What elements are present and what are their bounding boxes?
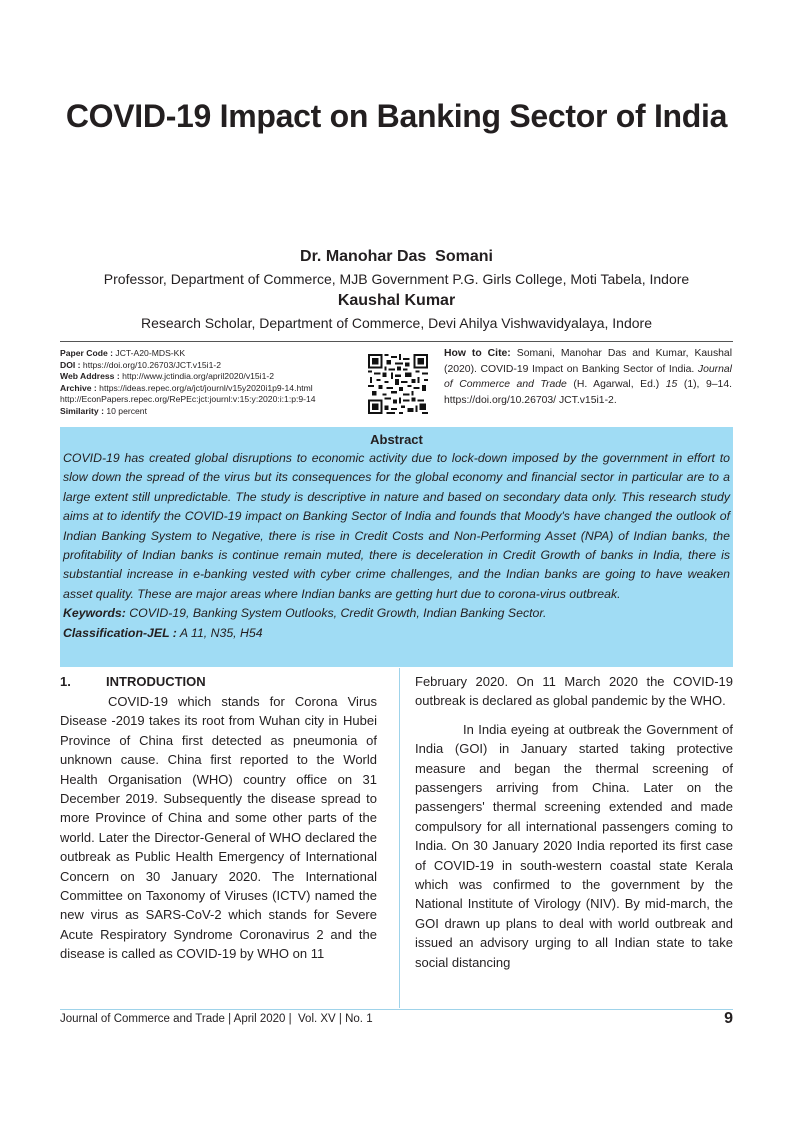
section-number: 1.	[60, 674, 71, 689]
author-1-affiliation: Professor, Department of Commerce, MJB Government P.G. Girls College, Moti Tabela, Indore	[103, 271, 690, 287]
section-heading	[60, 672, 377, 692]
abstract-box	[60, 427, 733, 667]
page-number: 9	[724, 1010, 733, 1027]
intro-paragraph-2: In India eyeing at outbreak the Government of India (GOI) in January started taking protective measure and began the thermal screening of passengers arriving from China. Later on the passengers' thermal screening extended and made compulsory for all international passengers coming to India. On 30 January 2020 India reported its first case of COVID-19 in south-western coastal state Kerala which was confirmed to the government by the National Institute of Virology (NIV). By mid-march, the GOI drawn up plans to deal with world outbreak and issued an advisory urging to all Indian state to take social distancing	[415, 721, 733, 970]
paper-code: JCT-A20-MDS-KK	[115, 348, 186, 358]
section-title: INTRODUCTION	[106, 674, 206, 689]
web-label: Web Address :	[60, 371, 120, 381]
column-divider	[399, 668, 400, 1008]
web-link[interactable]: http://www.jctindia.org/april2020/v15i1-2	[122, 371, 274, 381]
footer-rule	[60, 1009, 733, 1010]
keywords-line	[63, 604, 730, 624]
page-title: COVID-19 Impact on Banking Sector of India	[65, 98, 728, 134]
archive-line	[60, 383, 360, 395]
jel-label: Classification-JEL :	[63, 625, 177, 640]
qr-code-icon	[368, 354, 428, 414]
keywords: COVID-19, Banking System Outlooks, Credit Growth, Indian Banking Sector.	[129, 606, 547, 621]
web-line	[60, 371, 360, 383]
paper-metadata	[60, 348, 360, 417]
authors-block	[0, 246, 793, 334]
similarity-line	[60, 406, 360, 418]
how-to-cite	[444, 346, 732, 408]
keywords-label: Keywords:	[63, 606, 126, 621]
abstract-text: COVID-19 has created global disruptions to economic activity due to lock-down imposed by the government in effort to slow down the spread of the virus but its consequences for the global economy and financial sector in particular are to a large extent still unpredictable. The study is descriptive in nature and based on secondary data only. This research study aims at to identify the COVID-19 impact on Banking Sector of India and founds that Moody's have changed the outlook of Indian Banking System to Negative, there is rise in Credit Costs and Non-Performing Asset (NPA) of Indian banks, the profitability of Indian banks is continue remain muted, there is deceleration in Credit Growth of banks in India, there is substantial increase in e-banking vested with cyber crime challenges, and the Indian banks are going to have weaken asset quality. These are major areas where Indian banks are getting hurt due to corona-virus outbreak.	[63, 451, 730, 601]
cite-volume: 15	[665, 379, 678, 391]
econpapers-link[interactable]: http://EconPapers.repec.org/RePEc:jct:journl:v:15:y:2020:i:1:p:9-14	[60, 394, 316, 404]
abstract-heading: Abstract	[370, 432, 423, 447]
similarity-value: 10 percent	[106, 405, 147, 416]
cite-label: How to Cite:	[444, 348, 511, 359]
jel-line	[63, 624, 730, 644]
footer-journal-info: Journal of Commerce and Trade | April 2020 | Vol. XV | No. 1	[60, 1013, 373, 1025]
cite-pages-doi: (1), 9–14. https://doi.org/10.26703/ JCT.v15i1-2.	[444, 379, 732, 406]
cite-authors: Somani, Manohar Das and Kumar, Kaushal (2020). COVID-19 Impact on Banking Sector of India.	[444, 348, 733, 375]
intro-paragraph-1: COVID-19 which stands for Corona Virus Disease -2019 takes its root from Wuhan city in Hubei Province of China first detected as pneumonia of unknown cause. China first reported to the World Health Organisation (WHO) country office on 31 December 2019. Subsequently the disease spread to more Province of China and some other parts of the world. Later the Director-General of WHO declared the outbreak as Public Health Emergency of International Concern on 30 January 2020. The International Committee on Taxonomy of Viruses (ICTV) named the new virus as SARS-CoV-2 which stands for Severe Acute Respiratory Syndrome Coronavirus 2 and the disease is called as COVID-19 by WHO on 11	[60, 694, 377, 962]
right-column	[415, 672, 733, 972]
author-1-name: Dr. Manohar Das Somani	[300, 248, 493, 265]
author-2-affiliation: Research Scholar, Department of Commerce, Devi Ahilya Vishwavidyalaya, Indore	[141, 315, 652, 331]
meta-top-rule	[60, 341, 733, 342]
doi-line	[60, 360, 360, 372]
archive-label: Archive :	[60, 382, 97, 393]
left-column	[60, 672, 377, 964]
jel-codes: A 11, N35, H54	[179, 625, 263, 640]
intro-paragraph-1-cont: February 2020. On 11 March 2020 the COVID-19 outbreak is declared as global pandemic by the WHO.	[415, 674, 733, 709]
paper-code-label: Paper Code :	[60, 348, 114, 358]
econpapers-line	[60, 394, 360, 406]
similarity-label: Similarity :	[60, 405, 104, 416]
doi-label: DOI :	[60, 359, 81, 370]
cite-editor: (H. Agarwal, Ed.)	[573, 379, 660, 391]
author-2-name: Kaushal Kumar	[337, 292, 456, 309]
cite-journal: Journal of Commerce and Trade	[444, 363, 732, 391]
archive-link[interactable]: https://ideas.repec.org/a/jct/journl/v15y2020i1p9-14.html	[99, 382, 313, 393]
paper-code-line	[60, 348, 360, 360]
doi-link[interactable]: https://doi.org/10.26703/JCT.v15i1-2	[82, 359, 221, 370]
